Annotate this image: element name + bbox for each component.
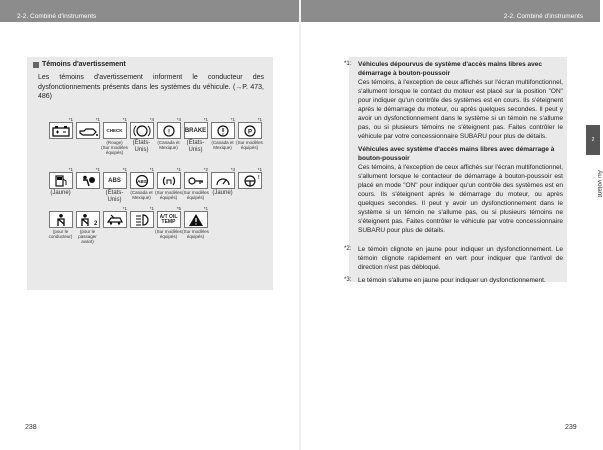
section-body: Les témoins d'avertissement informent le conducteur des dysfonctionnements présents dans les systèmes du véhicule. (→P. 473, 486) <box>38 74 264 100</box>
page-number-right: 239 <box>565 424 577 431</box>
brake-wear-icon <box>211 122 235 139</box>
header-left: 2-2. Combiné d'instruments <box>0 0 300 22</box>
footnote-2: *2: Le témoin clignote en jaune pour indiquer un dysfonctionnement. Le témoin clignote rapidement en vert pour indiquer que l'antivol de direction n'est pas débloqué. <box>344 246 563 271</box>
footnote-3: *3: Le témoin s'allume en jaune pour indiquer un dysfonctionnement. <box>344 277 546 284</box>
icon-row-3 <box>47 206 209 244</box>
fuel-icon <box>49 172 73 189</box>
icon-cell: *3 (Jaune) <box>212 167 235 196</box>
footnote-1-paragraph-2: Ces témoins, à l'exception de ceux affichés sur l'écran multifonctionnel, s'allument lorsque le contacteur de démarrage à bouton-poussoir est placé en mode "ON" pour indiquer qu'un contrôle des systèmes est en cours. Ils s'éteignent après le démarrage du moteur, ou après quelques secondes. Il peut y avoir un dysfonctionnement dans le système si un témoin ne s'allume pas, ou si plusieurs témoins ne s'éteignent pas. Faites contrôler le véhicule par votre concessionnaire SUBARU pour plus de détails. <box>358 164 563 234</box>
footnote-1-heading-2: Véhicules avec système d'accès mains libres avec démarrage à bouton-poussoir <box>358 146 555 162</box>
section-heading <box>33 61 126 68</box>
abs-icon: ABS <box>103 172 127 189</box>
check-engine-icon: CHECK <box>103 122 127 139</box>
icon-cell: *1 (Sur modèles équipés) <box>155 167 182 200</box>
icon-cell: *4 ! (Canada et Mexique) <box>157 117 181 150</box>
door-icon <box>103 211 127 228</box>
icon-cell: *1 <box>128 211 155 244</box>
icon-cell: *1 CHECK (Rouge) (Sur modèles équipés) <box>101 117 128 155</box>
icon-cell: *5 A/T OIL TEMP (Sur modèles équipés) <box>155 206 182 239</box>
icon-cell: *4 (États-Unis) <box>128 122 155 155</box>
page-number-left: 238 <box>25 424 37 431</box>
svg-text:P: P <box>247 128 252 135</box>
footnote-1: *1: Véhicules dépourvus de système d'accès mains libres avec démarrage à bouton-poussoir Ces témoins, à l'exception de ceux affichés sur l'écran multifonctionnel, s'allument lorsque le contact du moteur est placé sur la position "ON" pour indiquer qu'un contrôle des systèmes est en cours. Ils s'éteignent après le démarrage du moteur, ou après quelques secondes. Il peut y avoir un dysfonctionnement dans le système si un témoin ne s'allume pas, ou si plusieurs témoins ne s'éteignent pas. Faites contrôler le véhicule par votre concessionnaire SUBARU pour plus de détails. Véhicules avec système d'accès mains libres avec démarrage à bouton-poussoir Ces témoins, à l'exception de ceux affichés sur l'écran multifonctionnel, s'allument lorsque le contacteur de démarrage à bouton-poussoir est placé en mode "ON" pour indiquer qu'un contrôle des systèmes est en cours. Ils s'éteignent après le démarrage du moteur, ou après quelques secondes. Il peut y avoir un dysfonctionnement dans le système si un témoin ne s'allume pas, ou si plusieurs témoins ne s'éteignent pas. Faites contrôler le véhicule par votre concessionnaire SUBARU pour plus de détails. <box>344 61 563 234</box>
warning-triangle-icon <box>184 211 208 228</box>
icon-cell: *1 <box>74 172 101 204</box>
header-right: 2-2. Combiné d'instruments <box>300 0 600 22</box>
battery-icon <box>49 122 73 139</box>
warning-lights-panel <box>27 57 273 290</box>
power-steering-icon <box>238 172 262 189</box>
page-gutter <box>299 0 301 450</box>
svg-text:2: 2 <box>93 220 97 227</box>
eyesight-icon <box>157 172 181 189</box>
icon-row-2 <box>47 167 263 204</box>
chapter-label: Au volant <box>596 170 603 198</box>
seatbelt-passenger-icon <box>76 211 100 228</box>
icon-cell: (pour le conducteur) <box>47 211 74 244</box>
icon-cell: *2 (Sur modèles équipés) <box>182 167 209 200</box>
speed-icon <box>211 172 235 189</box>
icon-cell: *1 <box>101 211 128 244</box>
abs-circle-icon <box>130 172 154 189</box>
icon-cell: *1 ABS (États-Unis) <box>101 172 128 204</box>
section-title: Témoins d'avertissement <box>42 61 126 68</box>
icon-cell: *1 ! <box>236 172 263 204</box>
brake-text-icon: BRAKE <box>184 122 208 139</box>
footnote-1-paragraph-1: Ces témoins, à l'exception de ceux affichés sur l'écran multifonctionnel, s'allument lorsque le contact du moteur est placé sur la position "ON" pour indiquer qu'un contrôle des systèmes est en cours. Ils s'éteignent après le démarrage du moteur, ou après quelques secondes. Il peut y avoir un dysfonctionnement dans le système si un témoin ne s'allume pas, ou si plusieurs témoins ne s'éteignent pas. Faites contrôler le véhicule par votre concessionnaire SUBARU pour plus de détails. <box>358 79 563 140</box>
brake-circle-icon <box>130 122 154 139</box>
brake-p-icon <box>238 122 262 139</box>
icon-cell: *1 <box>47 122 74 155</box>
footnote-1-heading-1: Véhicules dépourvus de système d'accès mains libres avec démarrage à bouton-poussoir <box>358 61 542 77</box>
seatbelt-driver-icon <box>49 211 73 228</box>
chapter-tab: 2 <box>586 125 600 155</box>
oil-pressure-icon <box>76 122 100 139</box>
srs-icon <box>76 172 100 189</box>
icon-cell: *1 (Jaune) <box>50 167 73 196</box>
icon-cell: *1 ABS (Canada et Mexique) <box>130 167 154 200</box>
icon-cell: *1 <box>74 122 101 155</box>
icon-cell: *1 P (Sur modèles équipés) <box>236 117 263 150</box>
icon-cell: *1 (Sur modèles équipés) <box>182 206 209 239</box>
svg-text:!: ! <box>167 129 170 135</box>
icon-cell: *1 BRAKE (États-Unis) <box>184 117 208 153</box>
at-oil-temp-icon: A/T OIL TEMP <box>157 211 181 228</box>
icon-cell: 2 (pour le passager avant) <box>74 211 101 244</box>
key-warning-icon <box>184 172 208 189</box>
svg-text:ABS: ABS <box>136 178 147 184</box>
square-bullet-icon <box>33 62 39 68</box>
icon-row-1 <box>47 117 263 155</box>
headlight-icon <box>130 211 154 228</box>
svg-text:!: ! <box>257 174 260 181</box>
brake-circle-p-icon <box>157 122 181 139</box>
icon-cell: *1 (Canada et Mexique) <box>211 117 235 150</box>
